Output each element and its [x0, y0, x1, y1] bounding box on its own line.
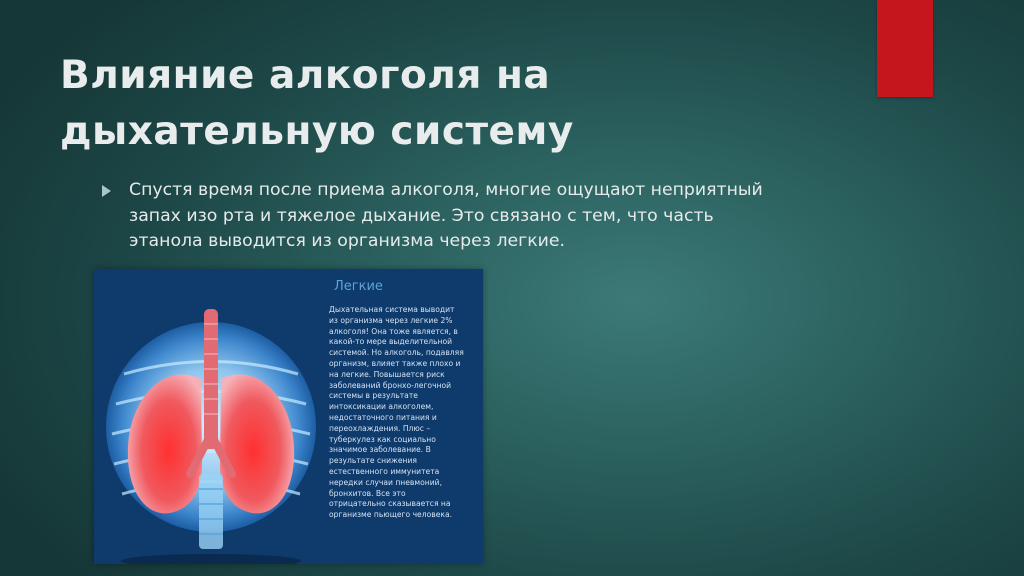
figure-text: Дыхательная система выводит из организма через легкие 2% алкоголя! Она тоже является, в какой-то мере выделительной системой. Но алкоголь, подавляя организм, влияет также плохо и на легкие. Повышается риск заболеваний бронхо-легочной системы в результате интоксикации алкоголем, недостаточного питания и переохлаждения. Плюс – туберкулез как социально значимое заболевание. В результате снижения естественного иммунитета нередки случаи пневмоний, бронхитов. Все это отрицательно сказывается на организме пьющего человека.: [329, 305, 464, 520]
slide-title: Влияние алкоголя на дыхательную систему: [60, 53, 574, 154]
accent-bar: [877, 0, 933, 97]
bullet-text: Спустя время после приема алкоголя, многие ощущают неприятный запах изо рта и тяжелое дыхание. Это связано с тем, что часть этанола выводится из организма через легкие.: [129, 180, 763, 251]
lungs-illustration: [94, 269, 483, 564]
figure-heading: Легкие: [334, 279, 383, 294]
triangle-bullet-icon: [102, 185, 111, 197]
